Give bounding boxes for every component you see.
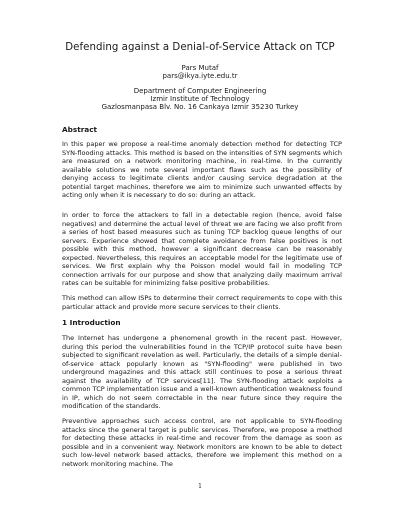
abstract-heading: Abstract	[62, 125, 98, 134]
author-name: Pars Mutaf	[181, 64, 219, 72]
introduction-paragraph-1: The Internet has undergone a phenomenal growth in the recent past. However, during this period the vulnerabilities found in the TCP/IP protocol suite have been subjected to significant revelation as well. Particularly, the details of a simple denial-of-service attack popularly known as "SYN-flooding" were published in two underground magazines and this attack still continues to pose a serious threat against the availability of TCP services[11]. The SYN-flooding attack exploits a common TCP implementation issue and a well-known authentication weakness found in IP, which do not seem correctable in the near future since they require the modification of the standards.	[62, 334, 342, 410]
paper-title: Defending against a Denial-of-Service Attack on TCP	[65, 42, 335, 53]
author-email[interactable]: pars@ikya.iyte.edu.tr	[162, 72, 238, 80]
author-department: Department of Computer Engineering	[133, 87, 267, 95]
author-address: Gazlosmanpasa Blv. No. 16 Cankaya Izmir 35230 Turkey	[101, 103, 299, 111]
abstract-paragraph-3: This method can allow ISPs to determine their correct requirements to cope with this particular attack and provide more secure services to their clients.	[62, 294, 342, 311]
abstract-paragraph-2: In order to force the attackers to fall in a detectable region (hence, avoid false negatives) and determine the actual level of threat we are facing we also profit from a series of host based measures such as tuning TCP backlog queue lengths of our servers. Experience showed that complete avoidance from false positives is not possible with this method, however a significant decrease can be reasonably expected. Nevertheless, this requires an acceptable model for the legitimate use of services. We first explain why the Poisson model would fail in modeling TCP connection arrivals for our purpose and show that analyzing daily maximum arrival rates can be suitable for minimizing false positive probabilities.	[62, 211, 342, 287]
abstract-paragraph-1: In this paper we propose a real-time anomaly detection method for detecting TCP SYN-flooding attacks. This method is based on the intensities of SYN segments which are measured on a network monitoring machine, in real-time. In the currently available solutions we note several important flaws such as the possibility of denying access to legitimate clients and/or causing service degradation at the potential target machines, therefore we aim to minimize such unwanted effects by acting only when it is necessary to do so: during an attack.	[62, 140, 342, 199]
section-heading-introduction: 1 Introduction	[62, 318, 121, 327]
page-number: 1	[198, 483, 202, 490]
author-institute: Izmir Institute of Technology	[150, 95, 250, 103]
introduction-paragraph-2: Preventive approaches such access control, are not applicable to SYN-flooding attacks since the general target is public services. Therefore, we propose a method for detecting these attacks in real-time and recover from the damage as soon as possible and in a convenient way. Network monitors are known to be able to detect such low-level network based attacks, therefore we implement this method on a network monitoring machine. The	[62, 417, 342, 468]
